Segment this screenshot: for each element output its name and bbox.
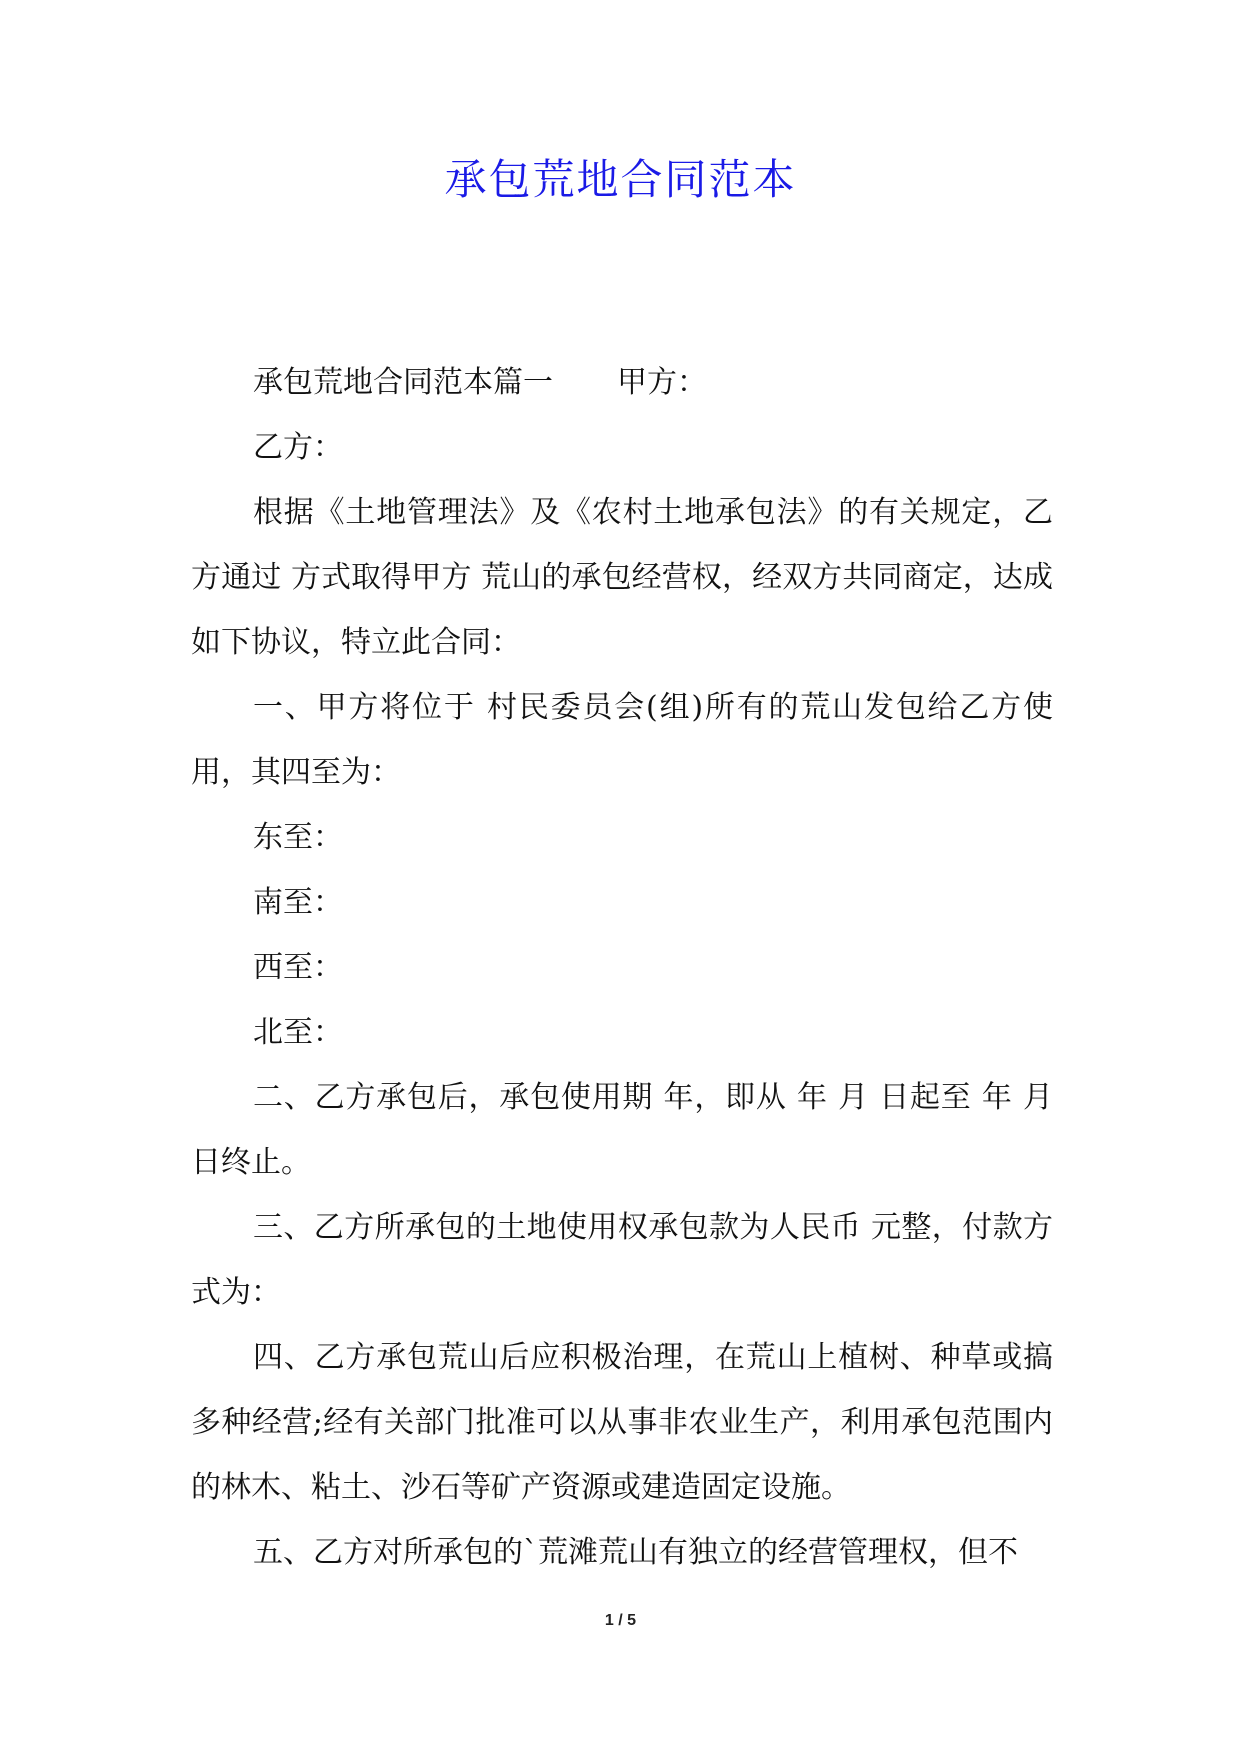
clause-3: 三、乙方所承包的土地使用权承包款为人民币 元整，付款方式为：	[191, 1210, 1053, 1310]
document-title: 承包荒地合同范本	[444, 155, 797, 204]
section-heading: 承包荒地合同范本篇一	[253, 365, 553, 400]
clause-5: 五、乙方对所承包的`荒滩荒山有独立的经营管理权，但不	[253, 1535, 1018, 1570]
boundary-south: 南至：	[253, 885, 343, 920]
boundary-north: 北至：	[253, 1015, 343, 1050]
boundary-west: 西至：	[253, 950, 343, 985]
clause-2: 二、乙方承包后，承包使用期 年，即从 年 月 日起至 年 月日终止。	[191, 1080, 1053, 1180]
section-heading-line	[191, 350, 1053, 415]
clause-4: 四、乙方承包荒山后应积极治理，在荒山上植树、种草或搞多种经营;经有关部门批准可以从事非农业生产，利用承包范围内的林木、粘土、沙石等矿产资源或建造固定设施。	[191, 1340, 1053, 1505]
clause-1: 一、甲方将位于 村民委员会(组)所有的荒山发包给乙方使用，其四至为：	[191, 690, 1053, 790]
page-number: 1 / 5	[604, 1612, 637, 1629]
preamble-paragraph: 根据《土地管理法》及《农村土地承包法》的有关规定，乙方通过 方式取得甲方 荒山的承包经营权，经双方共同商定，达成如下协议，特立此合同：	[191, 495, 1053, 660]
party-a-label: 甲方：	[617, 365, 707, 400]
boundary-east: 东至：	[253, 820, 343, 855]
document-body	[191, 350, 1053, 1585]
party-b-label: 乙方：	[253, 430, 343, 465]
